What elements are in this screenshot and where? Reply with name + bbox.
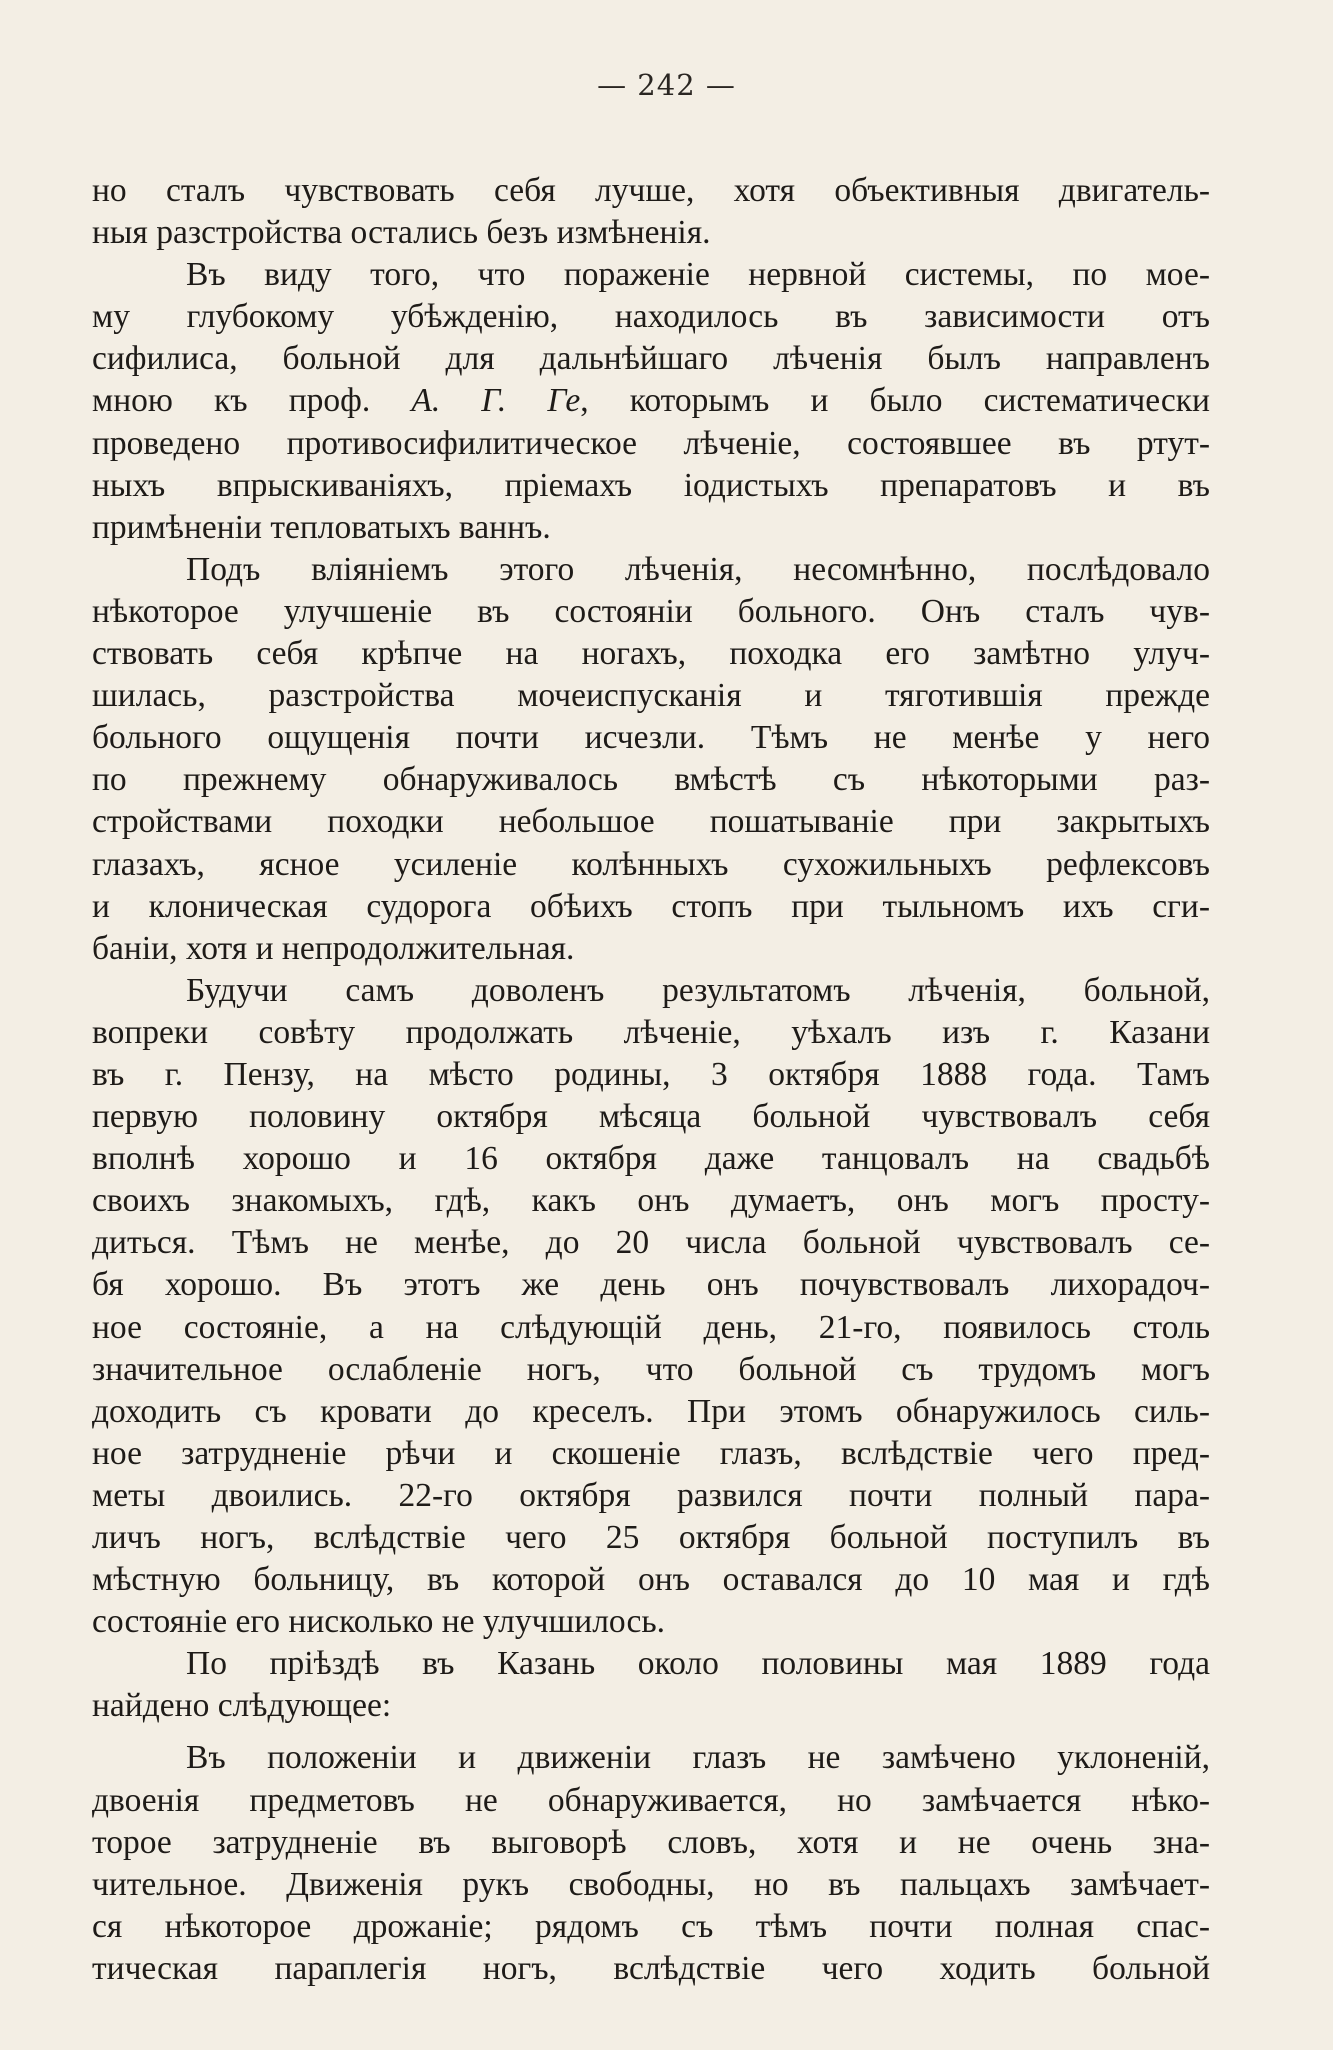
- paragraph-gap: [92, 1727, 1210, 1737]
- text-line: Въ положеніи и движеніи глазъ не замѣчено уклоненій,: [186, 1739, 1210, 1777]
- text-line: больного ощущенія почти исчезли. Тѣмъ не менѣе у него: [92, 719, 1210, 757]
- text-line: шилась, разстройства мочеиспусканія и тяготившія прежде: [92, 677, 1210, 715]
- text-line: ныхъ впрыскиваніяхъ, пріемахъ іодистыхъ препаратовъ и въ: [92, 466, 1210, 504]
- author-name: А. Г. Ге: [411, 382, 581, 420]
- text-line: му глубокому убѣжденію, находилось въ зависимости отъ: [92, 298, 1210, 336]
- text-line: личъ ногъ, вслѣдствіе чего 25 октября больной поступилъ въ: [92, 1519, 1210, 1556]
- text-line: проведено противосифилитическое лѣченіе, состоявшее въ ртут-: [92, 424, 1210, 462]
- text-line: ное состояніе, а на слѣдующій день, 21-го, появилось столь: [92, 1308, 1210, 1346]
- text-line: меты двоились. 22-го октября развился почти полный пара-: [92, 1476, 1210, 1514]
- text-line: [92, 380, 1210, 422]
- text-line: ствовать себя крѣпче на ногахъ, походка его замѣтно улуч-: [92, 635, 1210, 673]
- text-line: Подъ вліяніемъ этого лѣченія, несомнѣнно, послѣдовало: [186, 550, 1210, 588]
- text-segment: , которымъ и было систематически: [580, 382, 1210, 420]
- text-line: баніи, хотя и непродолжительная.: [92, 929, 575, 967]
- text-line: по прежнему обнаруживалось вмѣстѣ съ нѣкоторыми раз-: [92, 761, 1210, 799]
- text-line: ныя разстройства остались безъ измѣненія.: [92, 214, 711, 252]
- text-line: диться. Тѣмъ не менѣе, до 20 числа больной чувствовалъ се-: [92, 1224, 1210, 1262]
- text-line: глазахъ, ясное усиленіе колѣнныхъ сухожильныхъ рефлексовъ: [92, 845, 1210, 883]
- text-line: своихъ знакомыхъ, гдѣ, какъ онъ думаетъ, онъ могъ просту-: [92, 1182, 1210, 1220]
- text-line: найдено слѣдующее:: [92, 1687, 392, 1725]
- text-line: тическая параплегія ногъ, вслѣдствіе чего ходить больной: [92, 1949, 1210, 1987]
- text-line: первую половину октября мѣсяца больной чувствовалъ себя: [92, 1098, 1210, 1136]
- text-line: чительное. Движенія рукъ свободны, но въ пальцахъ замѣчает-: [92, 1865, 1210, 1903]
- text-line: По пріѣздѣ въ Казань около половины мая 1889 года: [186, 1645, 1210, 1683]
- text-line: ся нѣкоторое дрожаніе; рядомъ съ тѣмъ почти полная спас-: [92, 1907, 1210, 1945]
- text-line: и клоническая судорога обѣихъ стопъ при тыльномъ ихъ сги-: [92, 887, 1210, 925]
- text-line: торое затрудненіе въ выговорѣ словъ, хотя и не очень зна-: [92, 1823, 1210, 1861]
- text-line: состояніе его нисколько не улучшилось.: [92, 1603, 666, 1641]
- body-text: [92, 170, 1210, 1990]
- text-line: вопреки совѣту продолжать лѣченіе, уѣхалъ изъ г. Казани: [92, 1013, 1210, 1051]
- text-line: Будучи самъ доволенъ результатомъ лѣченія, больной,: [186, 971, 1210, 1009]
- text-line: нѣкоторое улучшеніе въ состояніи больного. Онъ сталъ чув-: [92, 592, 1210, 630]
- page-number: — 242 —: [597, 68, 736, 102]
- text-line: Въ виду того, что пораженіе нервной системы, по мое-: [186, 256, 1210, 294]
- text-line: стройствами походки небольшое пошатываніе при закрытыхъ: [92, 803, 1210, 841]
- text-line: сифилиса, больной для дальнѣйшаго лѣченія былъ направленъ: [92, 340, 1210, 378]
- text-line: въ г. Пензу, на мѣсто родины, 3 октября 1888 года. Тамъ: [92, 1055, 1210, 1093]
- text-line: доходить съ кровати до креселъ. При этомъ обнаружилось силь-: [92, 1392, 1210, 1430]
- text-segment: мною къ проф.: [92, 382, 412, 420]
- text-line: бя хорошо. Въ этотъ же день онъ почувствовалъ лихорадоч-: [92, 1266, 1210, 1304]
- text-line: вполнѣ хорошо и 16 октября даже танцовалъ на свадьбѣ: [92, 1140, 1210, 1178]
- text-line: но сталъ чувствовать себя лучше, хотя объективныя двигатель-: [92, 172, 1210, 209]
- text-line: ное затрудненіе рѣчи и скошеніе глазъ, вслѣдствіе чего пред-: [92, 1434, 1210, 1472]
- text-line: примѣненіи тепловатыхъ ваннъ.: [92, 508, 551, 546]
- text-line: мѣстную больницу, въ которой онъ оставался до 10 мая и гдѣ: [92, 1561, 1210, 1599]
- text-line: значительное ослабленіе ногъ, что больной съ трудомъ могъ: [92, 1350, 1210, 1388]
- text-line: двоенія предметовъ не обнаруживается, но замѣчается нѣко-: [92, 1781, 1210, 1819]
